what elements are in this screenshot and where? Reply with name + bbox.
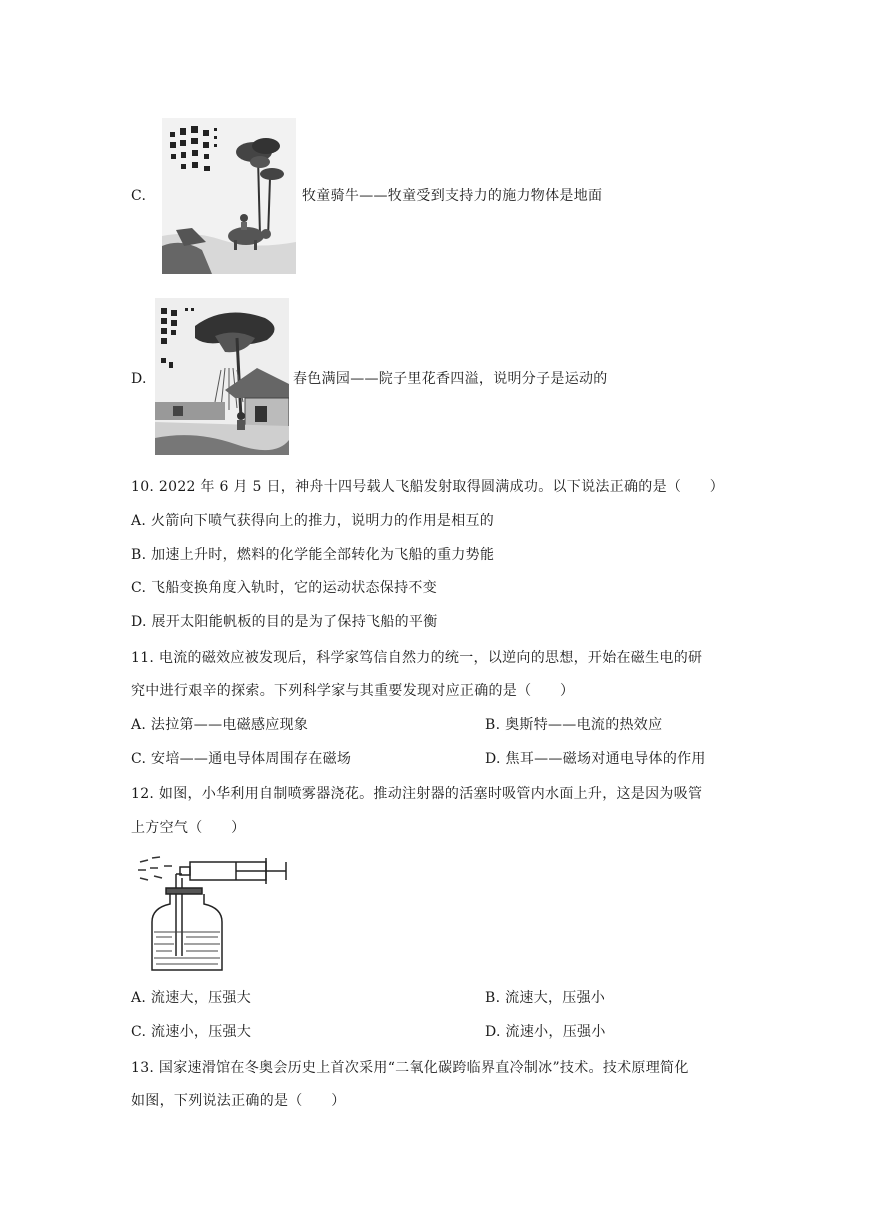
- q11-option-d: D. 焦耳——磁场对通电导体的作用: [485, 751, 706, 767]
- q11-stem-line1: 11. 电流的磁效应被发现后，科学家笃信自然力的统一，以逆向的思想，开始在磁生电的研: [131, 650, 703, 666]
- q12-stem-line1: 12. 如图，小华利用自制喷雾器浇花。推动注射器的活塞时吸管内水面上升，这是因为吸管: [131, 786, 703, 802]
- q12-option-c: C. 流速小，压强大: [131, 1024, 252, 1040]
- q9-option-c-letter: C.: [131, 188, 147, 204]
- spring-garden-painting-icon: [155, 298, 289, 455]
- q11-stem-line2: 究中进行艰辛的探索。下列科学家与其重要发现对应正确的是（ ）: [131, 683, 575, 699]
- q12-option-d: D. 流速小，压强小: [485, 1024, 606, 1040]
- q12-stem-line2: 上方空气（ ）: [131, 820, 246, 836]
- q9-option-c-text: 牧童骑牛——牧童受到支持力的施力物体是地面: [302, 188, 603, 204]
- q13-stem-line1: 13. 国家速滑馆在冬奥会历史上首次采用“二氧化碳跨临界直冷制冰”技术。技术原理简化: [131, 1060, 689, 1076]
- q10-stem: 10. 2022 年 6 月 5 日，神舟十四号载人飞船发射取得圆满成功。以下说法正确的是（ ）: [131, 479, 725, 495]
- q13-stem-line2: 如图，下列说法正确的是（ ）: [131, 1093, 346, 1109]
- q12-option-b: B. 流速大，压强小: [485, 990, 606, 1006]
- q10-option-c: C. 飞船变换角度入轨时，它的运动状态保持不变: [131, 580, 438, 596]
- q11-option-b: B. 奥斯特——电流的热效应: [485, 717, 663, 733]
- q9-option-d-letter: D.: [131, 371, 147, 387]
- q10-option-b: B. 加速上升时，燃料的化学能全部转化为飞船的重力势能: [131, 547, 495, 563]
- q12-option-a: A. 流速大，压强大: [131, 990, 252, 1006]
- q10-option-a: A. 火箭向下喷气获得向上的推力，说明力的作用是相互的: [131, 513, 495, 529]
- herdboy-riding-ox-painting-icon: [162, 118, 296, 274]
- q9-option-d-text: 春色满园——院子里花香四溢，说明分子是运动的: [293, 371, 608, 387]
- sprayer-syringe-bottle-diagram-icon: [136, 852, 300, 974]
- q10-option-d: D. 展开太阳能帆板的目的是为了保持飞船的平衡: [131, 614, 438, 630]
- q11-option-a: A. 法拉第——电磁感应现象: [131, 717, 309, 733]
- q11-option-c: C. 安培——通电导体周围存在磁场: [131, 751, 352, 767]
